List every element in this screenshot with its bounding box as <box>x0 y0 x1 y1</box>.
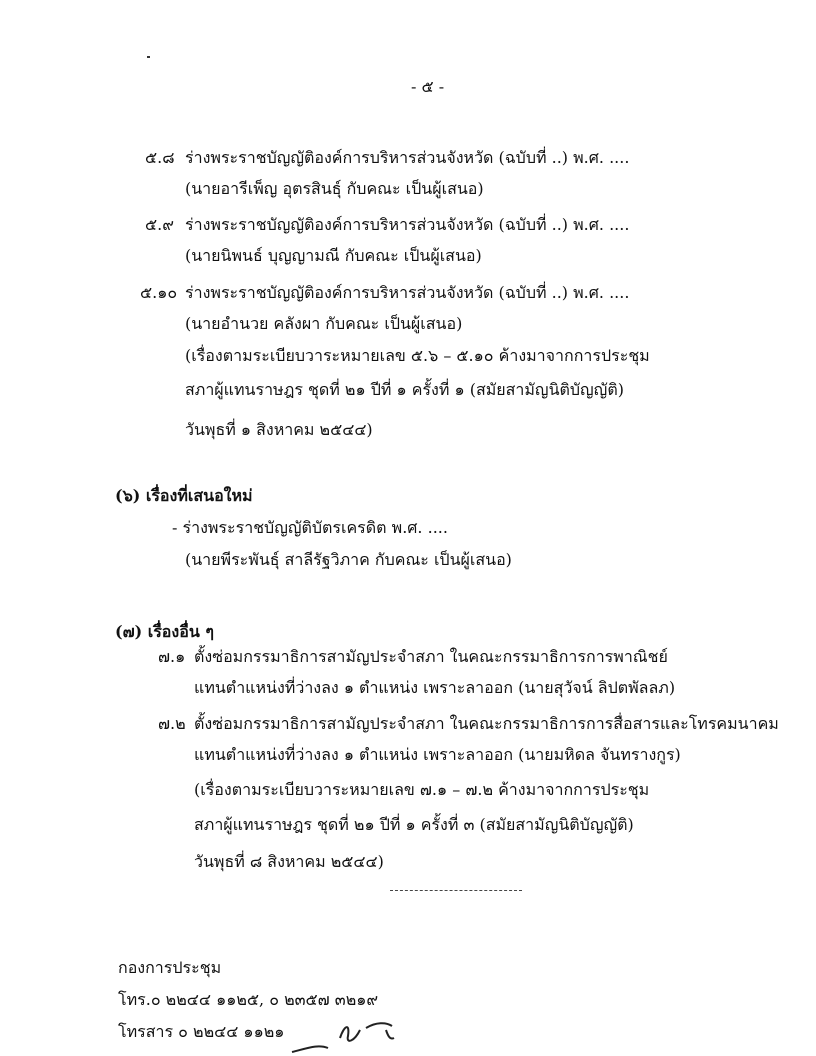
item-number: ๗.๒ <box>158 714 186 733</box>
item-text: ร่างพระราชบัญญัติองค์การบริหารส่วนจังหวัด (ฉบับที่ ..) พ.ศ. .... <box>185 283 630 302</box>
page-number: - ๕ - <box>411 77 445 96</box>
section-7-heading: (๗) เรื่องอื่น ๆ <box>115 622 214 641</box>
scan-speck <box>147 56 150 58</box>
office-name: กองการประชุม <box>118 958 222 977</box>
item-5-8 <box>145 148 629 168</box>
end-rule <box>390 890 522 891</box>
section-6-item: - ร่างพระราชบัญญัติบัตรเครดิต พ.ศ. .... <box>172 518 448 537</box>
item-number: ๕.๑๐ <box>140 283 178 302</box>
item-number: ๕.๙ <box>145 215 174 234</box>
office-fax: โทรสาร ๐ ๒๒๔๔ ๑๑๒๑ <box>118 1022 285 1041</box>
item-number: ๕.๘ <box>145 148 175 167</box>
item-5-9 <box>145 215 629 235</box>
item-5-10-proposer: (นายอำนวย คลังผา กับคณะ เป็นผู้เสนอ) <box>185 314 463 333</box>
signature-mark <box>288 1008 408 1056</box>
section-6-heading: (๖) เรื่องที่เสนอใหม่ <box>115 486 253 505</box>
office-phone: โทร.๐ ๒๒๔๔ ๑๑๒๕, ๐ ๒๓๕๗ ๓๒๑๙ <box>118 990 379 1009</box>
agenda-note-line: (เรื่องตามระเบียบวาระหมายเลข ๕.๖ – ๕.๑๐ ค้างมาจากการประชุม <box>185 346 650 365</box>
item-text: ตั้งซ่อมกรรมาธิการสามัญประจำสภา ในคณะกรรมาธิการการพาณิชย์ <box>194 647 668 666</box>
item-5-8-proposer: (นายอารีเพ็ญ อุตรสินธุ์ กับคณะ เป็นผู้เสนอ) <box>185 179 484 198</box>
agenda-note-line: วันพุธที่ ๑ สิงหาคม ๒๕๔๔) <box>185 420 373 439</box>
item-5-9-proposer: (นายนิพนธ์ บุญญามณี กับคณะ เป็นผู้เสนอ) <box>185 246 482 265</box>
item-text: ตั้งซ่อมกรรมาธิการสามัญประจำสภา ในคณะกรรมาธิการการสื่อสารและโทรคมนาคม <box>194 714 779 733</box>
agenda-note-line: สภาผู้แทนราษฎร ชุดที่ ๒๑ ปีที่ ๑ ครั้งที่ ๓ (สมัยสามัญนิติบัญญัติ) <box>194 815 634 834</box>
item-7-1-line2: แทนตำแหน่งที่ว่างลง ๑ ตำแหน่ง เพราะลาออก (นายสุวัจน์ ลิปตพัลลภ) <box>194 678 676 697</box>
item-text: ร่างพระราชบัญญัติองค์การบริหารส่วนจังหวัด (ฉบับที่ ..) พ.ศ. .... <box>185 148 630 167</box>
item-7-2 <box>158 714 779 734</box>
item-text: ร่างพระราชบัญญัติองค์การบริหารส่วนจังหวัด (ฉบับที่ ..) พ.ศ. .... <box>185 215 630 234</box>
section-6-proposer: (นายพีระพันธุ์ สาลีรัฐวิภาค กับคณะ เป็นผู้เสนอ) <box>185 550 512 569</box>
agenda-note-line: วันพุธที่ ๘ สิงหาคม ๒๕๔๔) <box>194 852 384 871</box>
item-5-10 <box>140 283 629 303</box>
agenda-note-line: (เรื่องตามระเบียบวาระหมายเลข ๗.๑ – ๗.๒ ค้างมาจากการประชุม <box>194 780 650 799</box>
agenda-note-line: สภาผู้แทนราษฎร ชุดที่ ๒๑ ปีที่ ๑ ครั้งที่ ๑ (สมัยสามัญนิติบัญญัติ) <box>185 380 624 399</box>
item-7-1 <box>158 647 668 667</box>
item-number: ๗.๑ <box>158 647 186 666</box>
item-7-2-line2: แทนตำแหน่งที่ว่างลง ๑ ตำแหน่ง เพราะลาออก (นายมหิดล จันทรางกูร) <box>194 745 681 764</box>
